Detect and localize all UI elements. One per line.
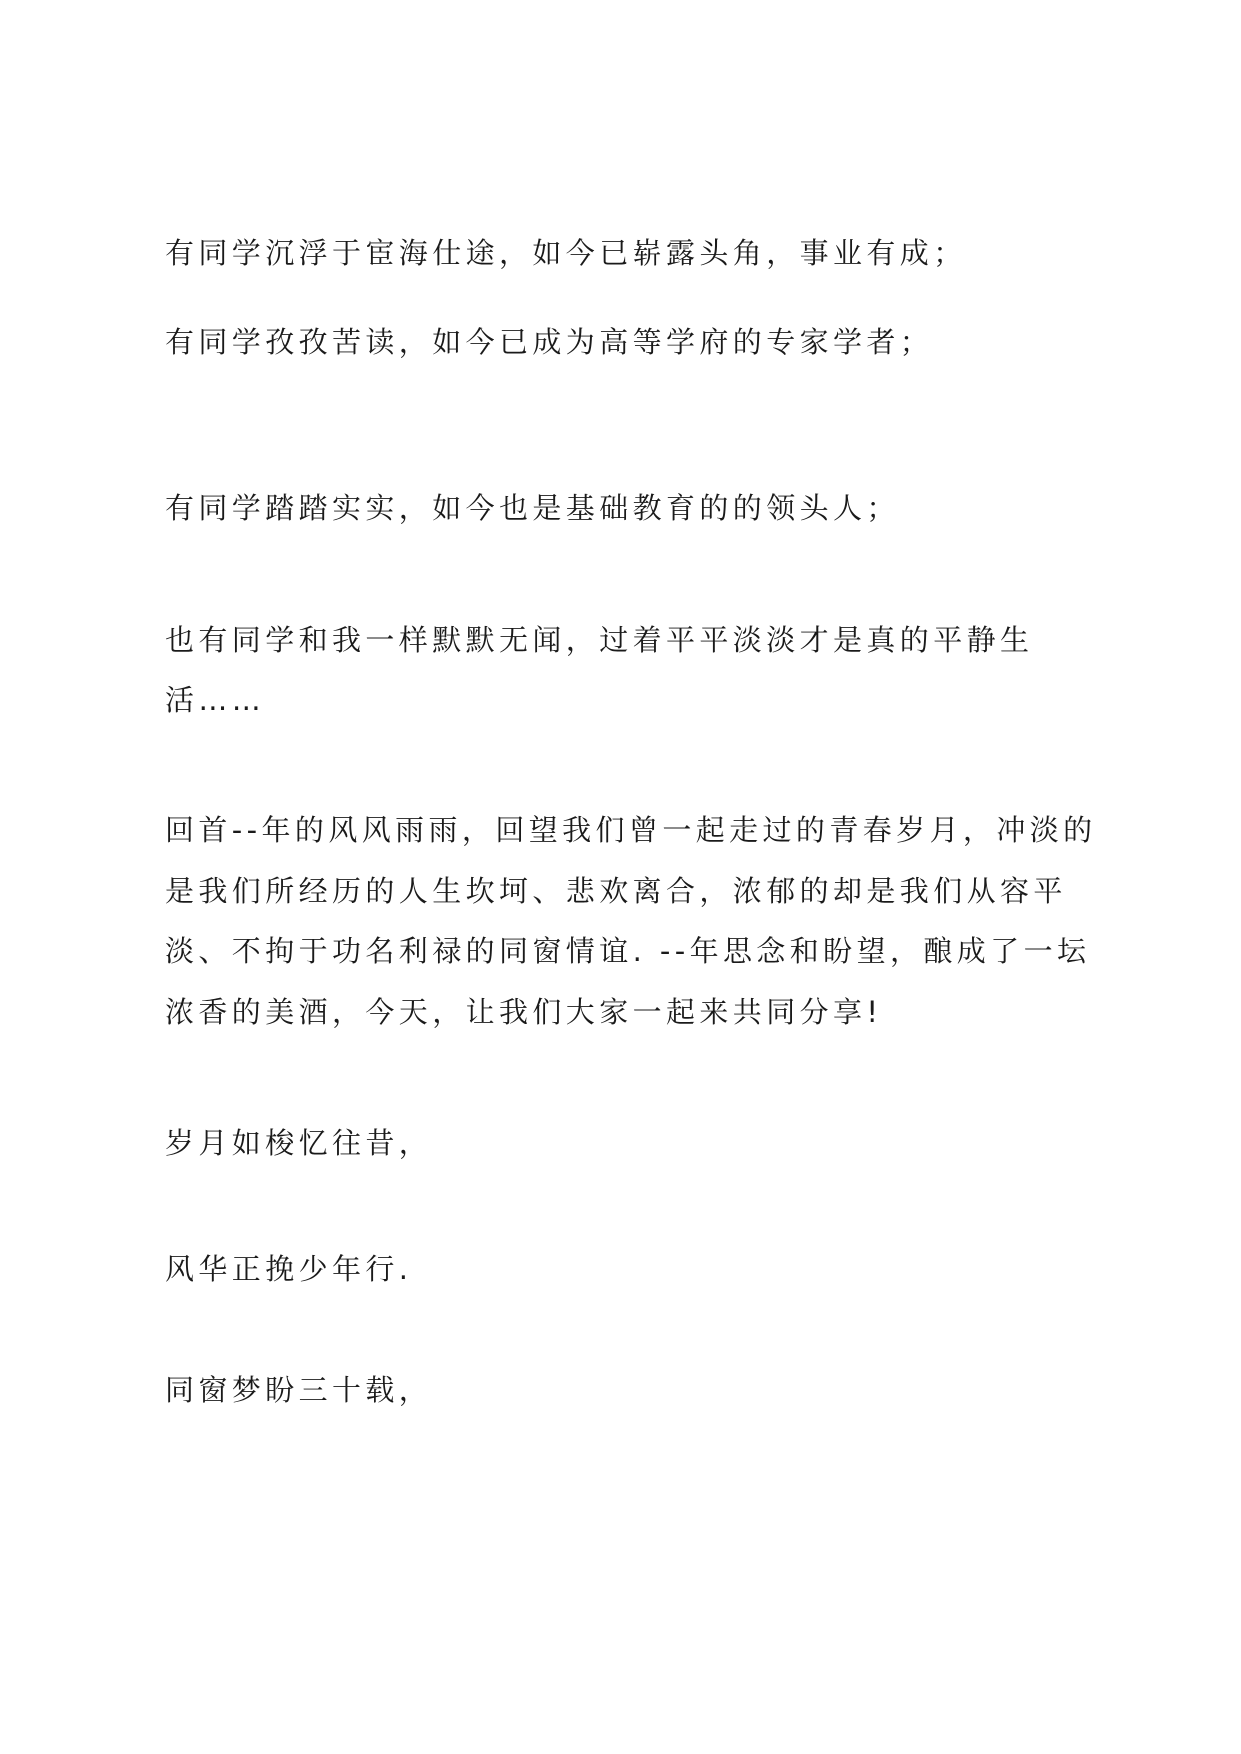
paragraph-line: 有同学孜孜苦读，如今已成为高等学府的专家学者； <box>165 325 934 359</box>
paragraph-line: 活…… <box>165 683 266 717</box>
paragraph-line: 淡、不拘于功名利禄的同窗情谊. --年思念和盼望，酿成了一坛 <box>165 934 1091 968</box>
paragraph-line: 也有同学和我一样默默无闻，过着平平淡淡才是真的平静生 <box>165 623 1034 657</box>
paragraph-line: 有同学踏踏实实，如今也是基础教育的的领头人； <box>165 491 900 525</box>
paragraph-line: 风华正挽少年行. <box>165 1252 413 1286</box>
paragraph-line: 是我们所经历的人生坎坷、悲欢离合，浓郁的却是我们从容平 <box>165 874 1067 908</box>
paragraph-line: 同窗梦盼三十载， <box>165 1373 433 1407</box>
paragraph-line: 有同学沉浮于宦海仕途，如今已崭露头角，事业有成； <box>165 236 967 270</box>
paragraph-line: 岁月如梭忆往昔， <box>165 1126 433 1160</box>
paragraph-line: 浓香的美酒，今天，让我们大家一起来共同分享! <box>165 995 883 1029</box>
paragraph-line: 回首--年的风风雨雨，回望我们曾一起走过的青春岁月，冲淡的 <box>165 813 1097 847</box>
